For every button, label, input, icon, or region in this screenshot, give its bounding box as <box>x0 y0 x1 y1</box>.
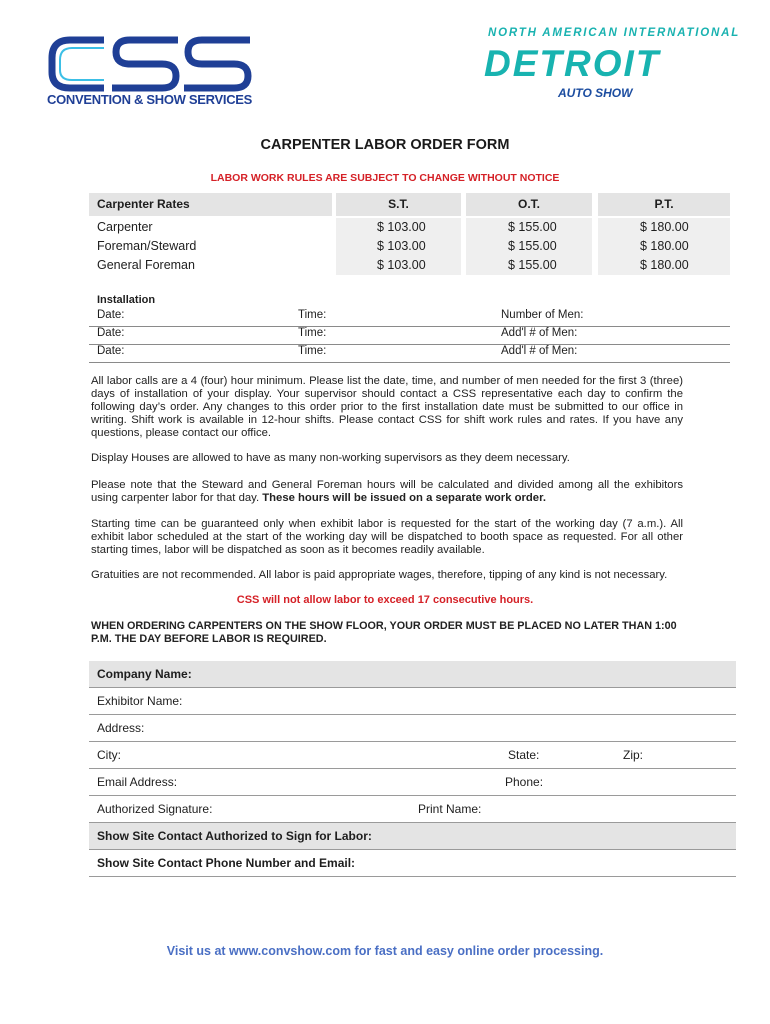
paragraph-gratuities: Gratuities are not recommended. All labor is paid appropriate wages, therefore, tipping of any kind is not necessary. <box>91 569 668 581</box>
footer-website-link[interactable]: Visit us at www.convshow.com for fast and easy online order processing. <box>166 944 604 958</box>
rate-header-pt: P.T. <box>598 193 730 216</box>
order-deadline-notice: WHEN ORDERING CARPENTERS ON THE SHOW FLOOR, YOUR ORDER MUST BE PLACED NO LATER THAN 1:00 P.M. THE DAY BEFORE LABOR IS REQUIRED. <box>91 620 677 645</box>
rate-pt: $ 180.00 <box>640 258 689 272</box>
men-field[interactable]: Add'l # of Men: <box>501 345 578 357</box>
rate-role: Foreman/Steward <box>97 239 197 253</box>
state-label: State: <box>508 748 540 762</box>
consecutive-hours-warning: CSS will not allow labor to exceed 17 consecutive hours. <box>236 594 534 606</box>
contact-sign-row[interactable] <box>89 823 736 850</box>
detroit-logo-sub: AUTO SHOW <box>558 86 633 100</box>
paragraph-supervisors: Display Houses are allowed to have as many non-working supervisors as they deem necessary. <box>91 452 570 464</box>
men-field[interactable]: Add'l # of Men: <box>501 327 578 339</box>
rate-pt: $ 180.00 <box>640 239 689 253</box>
rate-row <box>89 218 730 237</box>
rate-st: $ 103.00 <box>377 258 426 272</box>
signature-row[interactable] <box>89 796 736 823</box>
rate-ot: $ 155.00 <box>508 220 557 234</box>
zip-label: Zip: <box>623 748 644 762</box>
detroit-logo-top: NORTH AMERICAN INTERNATIONAL <box>488 27 741 39</box>
men-field[interactable]: Number of Men: <box>501 309 584 321</box>
steward-text: Please note that the Steward and General Foreman hours will be calculated and divided among all the exhibitors using carpenter labor for that day. <box>91 479 683 504</box>
time-field[interactable]: Time: <box>298 327 327 339</box>
rate-st: $ 103.00 <box>377 239 426 253</box>
address-row[interactable] <box>89 715 736 742</box>
installation-row[interactable] <box>89 344 730 363</box>
rate-pt: $ 180.00 <box>640 220 689 234</box>
email-phone-row[interactable] <box>89 769 736 796</box>
signature-label: Authorized Signature: <box>97 802 213 816</box>
paragraph-minimum: All labor calls are a 4 (four) hour minimum. Please list the date, time, and number of men needed for the first 3 (three) days of installation of your display. Your supervisor should contact a CSS representative each day to confirm the following day’s order. Any changes to this order prior to the first installation date must be submitted to our office in writing. Shift work is available in 12-hour shifts. Please contact CSS for shift work rules and rates. If you have any questions, please contact our office. <box>91 375 683 439</box>
steward-bold-text: These hours will be issued on a separate work order. <box>262 491 547 504</box>
rate-role: General Foreman <box>97 258 195 272</box>
date-field[interactable]: Date: <box>97 309 125 321</box>
email-label: Email Address: <box>97 775 178 789</box>
paragraph-steward <box>91 479 683 505</box>
detroit-logo-main: DETROIT <box>484 43 661 84</box>
notice-text: LABOR WORK RULES ARE SUBJECT TO CHANGE WITHOUT NOTICE <box>210 172 560 184</box>
exhibitor-name-row[interactable] <box>89 688 736 715</box>
time-field[interactable]: Time: <box>298 309 327 321</box>
rate-header-st: S.T. <box>336 193 461 216</box>
date-field[interactable]: Date: <box>97 327 125 339</box>
rate-ot: $ 155.00 <box>508 239 557 253</box>
address-label: Address: <box>97 721 145 735</box>
installation-label: Installation <box>97 294 156 306</box>
company-name-label: Company Name: <box>97 667 192 681</box>
rate-st: $ 103.00 <box>377 220 426 234</box>
installation-row[interactable] <box>89 326 730 345</box>
time-field[interactable]: Time: <box>298 345 327 357</box>
installation-row[interactable] <box>89 308 730 327</box>
rate-table-header <box>89 193 730 216</box>
exhibitor-name-label: Exhibitor Name: <box>97 694 183 708</box>
contact-phone-row[interactable] <box>89 850 736 877</box>
print-name-label: Print Name: <box>418 802 482 816</box>
rate-row <box>89 237 730 256</box>
contact-sign-label: Show Site Contact Authorized to Sign for Labor: <box>97 829 372 843</box>
paragraph-starting-time: Starting time can be guaranteed only when exhibit labor is requested for the start of the working day (7 a.m.). All exhibit labor scheduled at the start of the working day will be dispatched to booth space as requested. For all other starting times, labor will be dispatched as soon as it becomes readily available. <box>91 518 683 556</box>
date-field[interactable]: Date: <box>97 345 125 357</box>
city-state-zip-row[interactable] <box>89 742 736 769</box>
form-title: CARPENTER LABOR ORDER FORM <box>260 137 510 153</box>
company-name-row[interactable] <box>89 661 736 688</box>
rate-ot: $ 155.00 <box>508 258 557 272</box>
rate-role: Carpenter <box>97 220 153 234</box>
rate-row <box>89 256 730 275</box>
phone-label: Phone: <box>505 775 544 789</box>
rate-header-label: Carpenter Rates <box>89 193 332 216</box>
css-logo-subtitle: CONVENTION & SHOW SERVICES <box>47 92 253 107</box>
city-label: City: <box>97 748 121 762</box>
rate-header-ot: O.T. <box>466 193 592 216</box>
contact-phone-label: Show Site Contact Phone Number and Email: <box>97 856 356 870</box>
